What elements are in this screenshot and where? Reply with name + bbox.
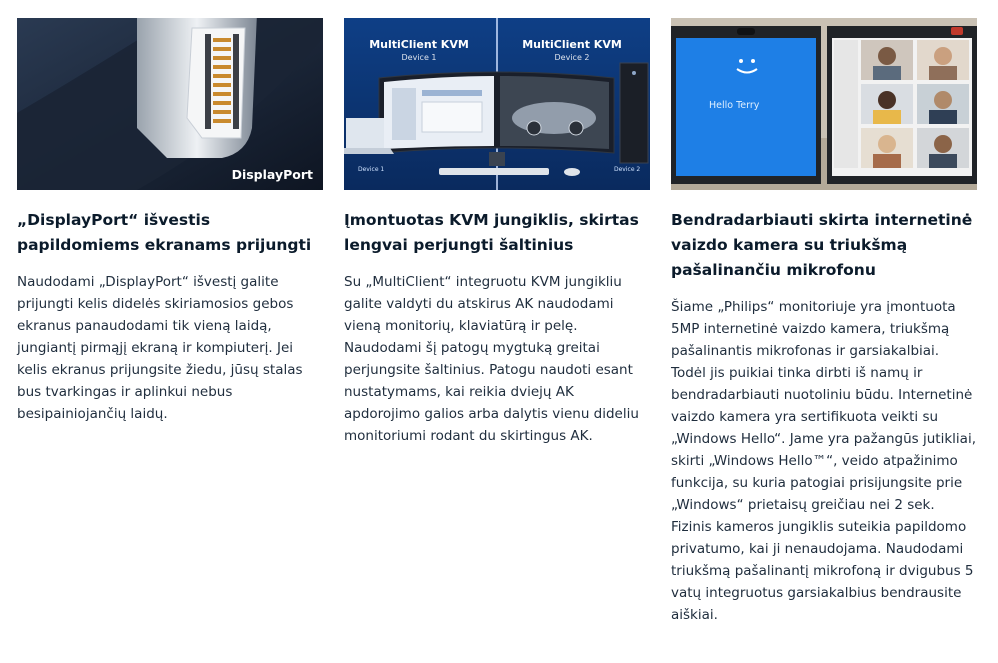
hello-greeting: Hello Terry [709,100,760,111]
card-description: Šiame „Philips“ monitoriuje yra įmontuota 5MP internetinė vaizdo kamera, triukšmą pašalinantis mikrofonas ir garsiakalbiai. Todėl jis puikiai tinka dirbti iš namų ir bendradarbiauti nuotoliniu būdu. Internetinė vaizdo kamera yra sertifikuota veikti su „Windows Hello“. Jame yra pažangūs jutikliai, skirti „Windows Hello™“, veido atpažinimo funkcija, su kuria patogiai prisijungsite prie „Windows“ prietaisų greičiau nei 2 sek. Fizinis kameros jungiklis suteikia papildomo privatumo, kai ji nenaudojama. Naudodami triukšmą pašalinantį mikrofoną ir dvigubus 5 vatų integruotus garsiakalbius bendrausite aiškiai. [671,299,976,623]
card-description: Naudodami „DisplayPort“ išvestį galite prijungti kelis didelės skiriamosios gebos ekranus panaudodami tik vieną laidą, jungiantį pirmąjį ekraną ir kompiuterį. Jei kelis ekranus prijungsite žiedu, jūsų stalas bus tvarkingas ir aplinkui nebus besipainiojančių laidų. [17,274,303,422]
kvm-device-1-caption: Device 1 [358,166,385,173]
displayport-image [17,18,323,190]
kvm-left-label: MultiClient KVM Device 1 [369,38,469,62]
kvm-right-label: MultiClient KVM Device 2 [522,38,622,62]
kvm-device-2-caption: Device 2 [614,166,641,173]
kvm-image [344,18,650,190]
feature-card-kvm [344,18,650,447]
card-title: Bendradarbiauti skirta internetinė vaizdo kamera su triukšmą pašalinančiu mikrofonu [671,211,973,279]
feature-card-displayport [17,18,323,425]
displayport-connector-illustration [17,18,323,190]
card-description: Su „MultiClient“ integruotu KVM jungikliu galite valdyti du atskirus AK naudodami vieną monitorių, klaviatūrą ir pelę. Naudodami šį patogų mygtuką greitai perjungsite šaltinius. Patogu naudoti esant nustatymams, kai reikia dviejų AK apdorojimo galios arba dalytis vienu dideliu monitoriumi rodant du skirtingus AK. [344,274,639,444]
card-title: Įmontuotas KVM jungiklis, skirtas lengvai perjungti šaltinius [344,211,639,254]
feature-card-webcam [671,18,977,626]
card-title: „DisplayPort“ išvestis papildomiems ekranams prijungti [17,211,312,254]
webcam-image [671,18,977,190]
displayport-label: DisplayPort [231,167,313,182]
